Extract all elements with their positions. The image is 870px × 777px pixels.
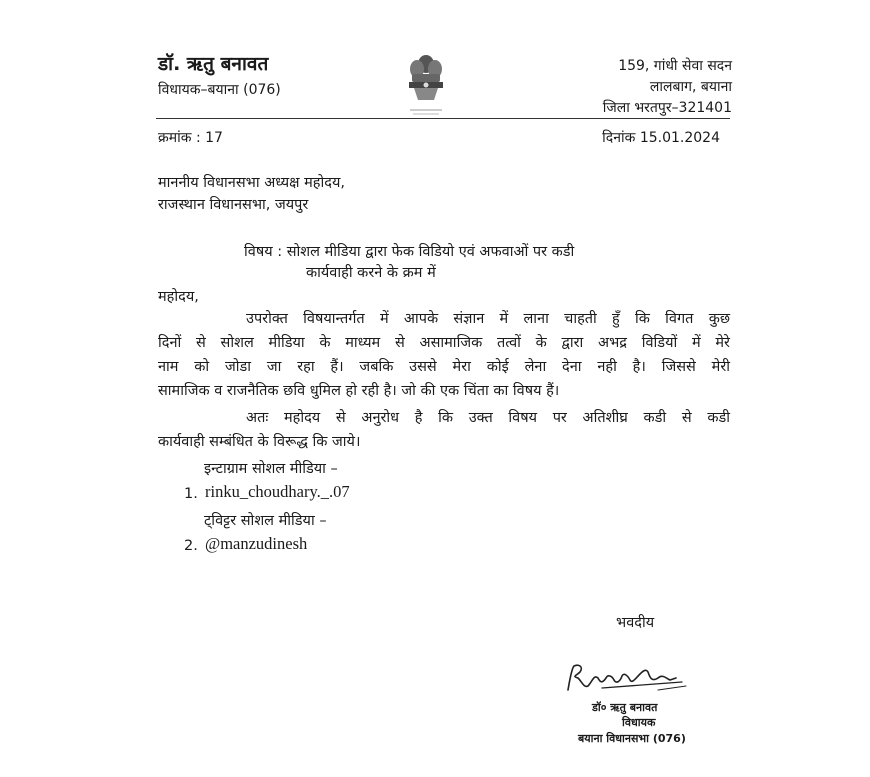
paragraph-line: उपरोक्त विषयान्तर्गत में आपके संज्ञान में लाना चाहती हुँ कि विगत कुछ <box>246 311 730 327</box>
reference-number: क्रमांक : 17 <box>158 130 223 146</box>
account-platform: ट्विट्टर सोशल मीडिया – <box>204 513 327 529</box>
account-handle: rinku_choudhary._.07 <box>205 482 350 501</box>
letterhead-designation: विधायक–बयाना (076) <box>158 82 281 98</box>
closing: भवदीय <box>616 615 655 631</box>
salutation: महोदय, <box>158 289 199 305</box>
paragraph-line: कार्यवाही सम्बंधित के विरूद्ध कि जाये। <box>158 434 361 450</box>
recipient-line: राजस्थान विधानसभा, जयपुर <box>158 197 309 213</box>
subject-line: कार्यवाही करने के क्रम में <box>306 265 436 281</box>
header-divider <box>156 118 730 119</box>
address-line: जिला भरतपुर–321401 <box>602 100 732 116</box>
paragraph-line: नाम को जोडा जा रहा हैं। जबकि उससे मेरा कोई लेना देना नही है। जिससे मेरी <box>158 359 730 375</box>
signatory-name: डॉ० ऋतु बनावत <box>592 701 658 714</box>
account-handle: @manzudinesh <box>205 534 308 553</box>
signature-image <box>562 660 692 696</box>
ashoka-emblem-icon <box>400 50 452 120</box>
paragraph-line: दिनों से सोशल मीडिया के माध्यम से असामाजिक तत्वों के द्वारा अभद्र विडियों में मेरे <box>158 335 730 351</box>
subject-line: विषय : सोशल मीडिया द्वारा फेक विडियो एवं अफवाओं पर कडी <box>244 244 575 260</box>
signatory-designation: विधायक <box>622 716 656 729</box>
letterhead-name: डॉ. ऋतु बनावत <box>158 53 269 75</box>
letter-date: दिनांक 15.01.2024 <box>602 130 720 146</box>
account-platform: इन्टाग्राम सोशल मीडिया – <box>204 461 338 477</box>
address-line: 159, गांधी सेवा सदन <box>618 58 732 74</box>
paragraph-line: अतः महोदय से अनुरोध है कि उक्त विषय पर अतिशीघ्र कडी से कडी <box>246 410 730 426</box>
signatory-constituency: बयाना विधानसभा (076) <box>578 732 686 745</box>
recipient-line: माननीय विधानसभा अध्यक्ष महोदय, <box>158 175 345 191</box>
paragraph-line: सामाजिक व राजनैतिक छवि धुमिल हो रही है। जो की एक चिंता का विषय हैं। <box>158 383 560 399</box>
address-line: लालबाग, बयाना <box>649 79 732 95</box>
account-number: 2. <box>184 538 198 554</box>
account-number: 1. <box>184 486 198 502</box>
